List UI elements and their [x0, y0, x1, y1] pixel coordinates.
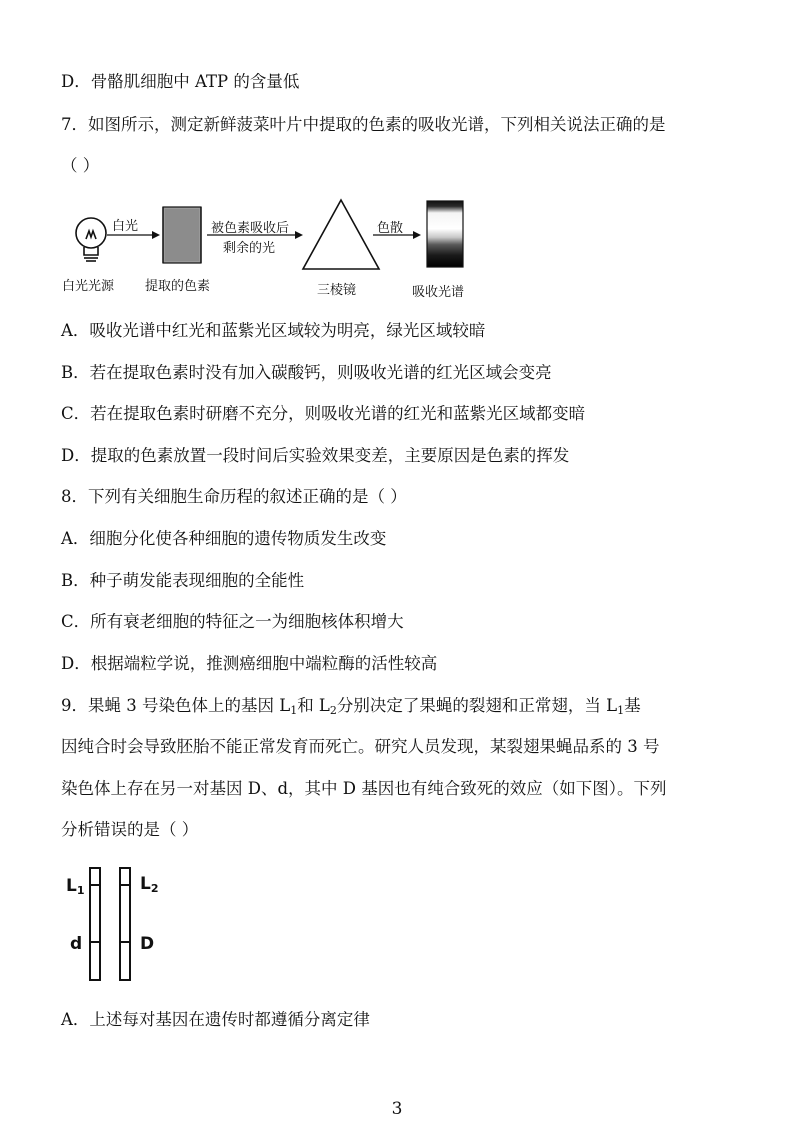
prism-shape: [303, 200, 379, 269]
label-l2-letter: L: [140, 874, 151, 894]
label-l1-sub: 1: [76, 884, 85, 897]
q7-figure: [55, 195, 495, 305]
label-prism: 三棱镜: [317, 283, 357, 298]
q9-line-2: 因纯合时会导致胚胎不能正常发育而死亡。研究人员发现，某裂翅果蝇品系的 3 号: [61, 737, 660, 756]
q8-option-b: B．种子萌发能表现细胞的全能性: [61, 571, 305, 590]
q9-line1-part-b: 和 L: [297, 696, 330, 715]
label-l1: [66, 876, 85, 896]
label-l2: [140, 874, 159, 894]
label-dispersion: 色散: [377, 221, 404, 236]
page-number: 3: [391, 1099, 403, 1119]
q7-option-b: B．若在提取色素时没有加入碳酸钙，则吸收光谱的红光区域会变亮: [61, 363, 552, 382]
q7-paren: （ ）: [61, 156, 100, 175]
q9-chromosome-figure: [62, 862, 182, 987]
label-d-lower: d: [70, 934, 83, 954]
q9-line-4: 分析错误的是（ ）: [61, 820, 199, 839]
label-light-source: 白光光源: [62, 279, 115, 294]
label-l1-letter: L: [66, 876, 77, 896]
light-bulb-icon: [76, 218, 106, 261]
q9-line-3: 染色体上存在另一对基因 D、d，其中 D 基因也有纯合致死的效应（如下图）。下列: [61, 779, 667, 798]
label-spectrum: 吸收光谱: [412, 285, 465, 300]
q9-line1-part-c: 分别决定了果蝇的裂翅和正常翅，当 L: [336, 696, 618, 715]
q9-line1-part-d: 基: [624, 696, 641, 715]
q8-option-a: A．细胞分化使各种细胞的遗传物质发生改变: [61, 529, 387, 548]
absorption-spectrum-bar: [427, 201, 463, 267]
q9-option-a: A．上述每对基因在遗传时都遵循分离定律: [61, 1010, 370, 1029]
label-pigment: 提取的色素: [145, 279, 211, 294]
q7-stem: 7．如图所示，测定新鲜菠菜叶片中提取的色素的吸收光谱，下列相关说法正确的是: [61, 115, 666, 134]
q8-stem: 8．下列有关细胞生命历程的叙述正确的是（ ）: [61, 487, 407, 506]
q9-line-1: [61, 696, 641, 716]
q7-option-c: C．若在提取色素时研磨不充分，则吸收光谱的红光和蓝紫光区域都变暗: [61, 404, 586, 423]
q8-option-d: D．根据端粒学说，推测癌细胞中端粒酶的活性较高: [61, 654, 438, 673]
q9-line1-part-a: 9．果蝇 3 号染色体上的基因 L: [61, 696, 291, 715]
label-white-light: 白光: [112, 219, 139, 234]
label-d-upper: D: [140, 934, 155, 954]
q8-option-c: C．所有衰老细胞的特征之一为细胞核体积增大: [61, 612, 404, 631]
label-remaining-light-2: 剩余的光: [223, 241, 276, 256]
q9-sub-1b: 1: [617, 704, 625, 717]
q7-option-d: D．提取的色素放置一段时间后实验效果变差，主要原因是色素的挥发: [61, 446, 570, 465]
q9-sub-2: 2: [329, 704, 337, 717]
pigment-beaker: [163, 207, 201, 263]
label-remaining-light-1: 被色素吸收后: [211, 221, 290, 236]
q9-sub-1: 1: [290, 704, 298, 717]
q7-option-a: A．吸收光谱中红光和蓝紫光区域较为明亮，绿光区域较暗: [61, 321, 486, 340]
q6-option-d: D．骨骼肌细胞中 ATP 的含量低: [61, 72, 300, 91]
label-l2-sub: 2: [150, 882, 159, 895]
